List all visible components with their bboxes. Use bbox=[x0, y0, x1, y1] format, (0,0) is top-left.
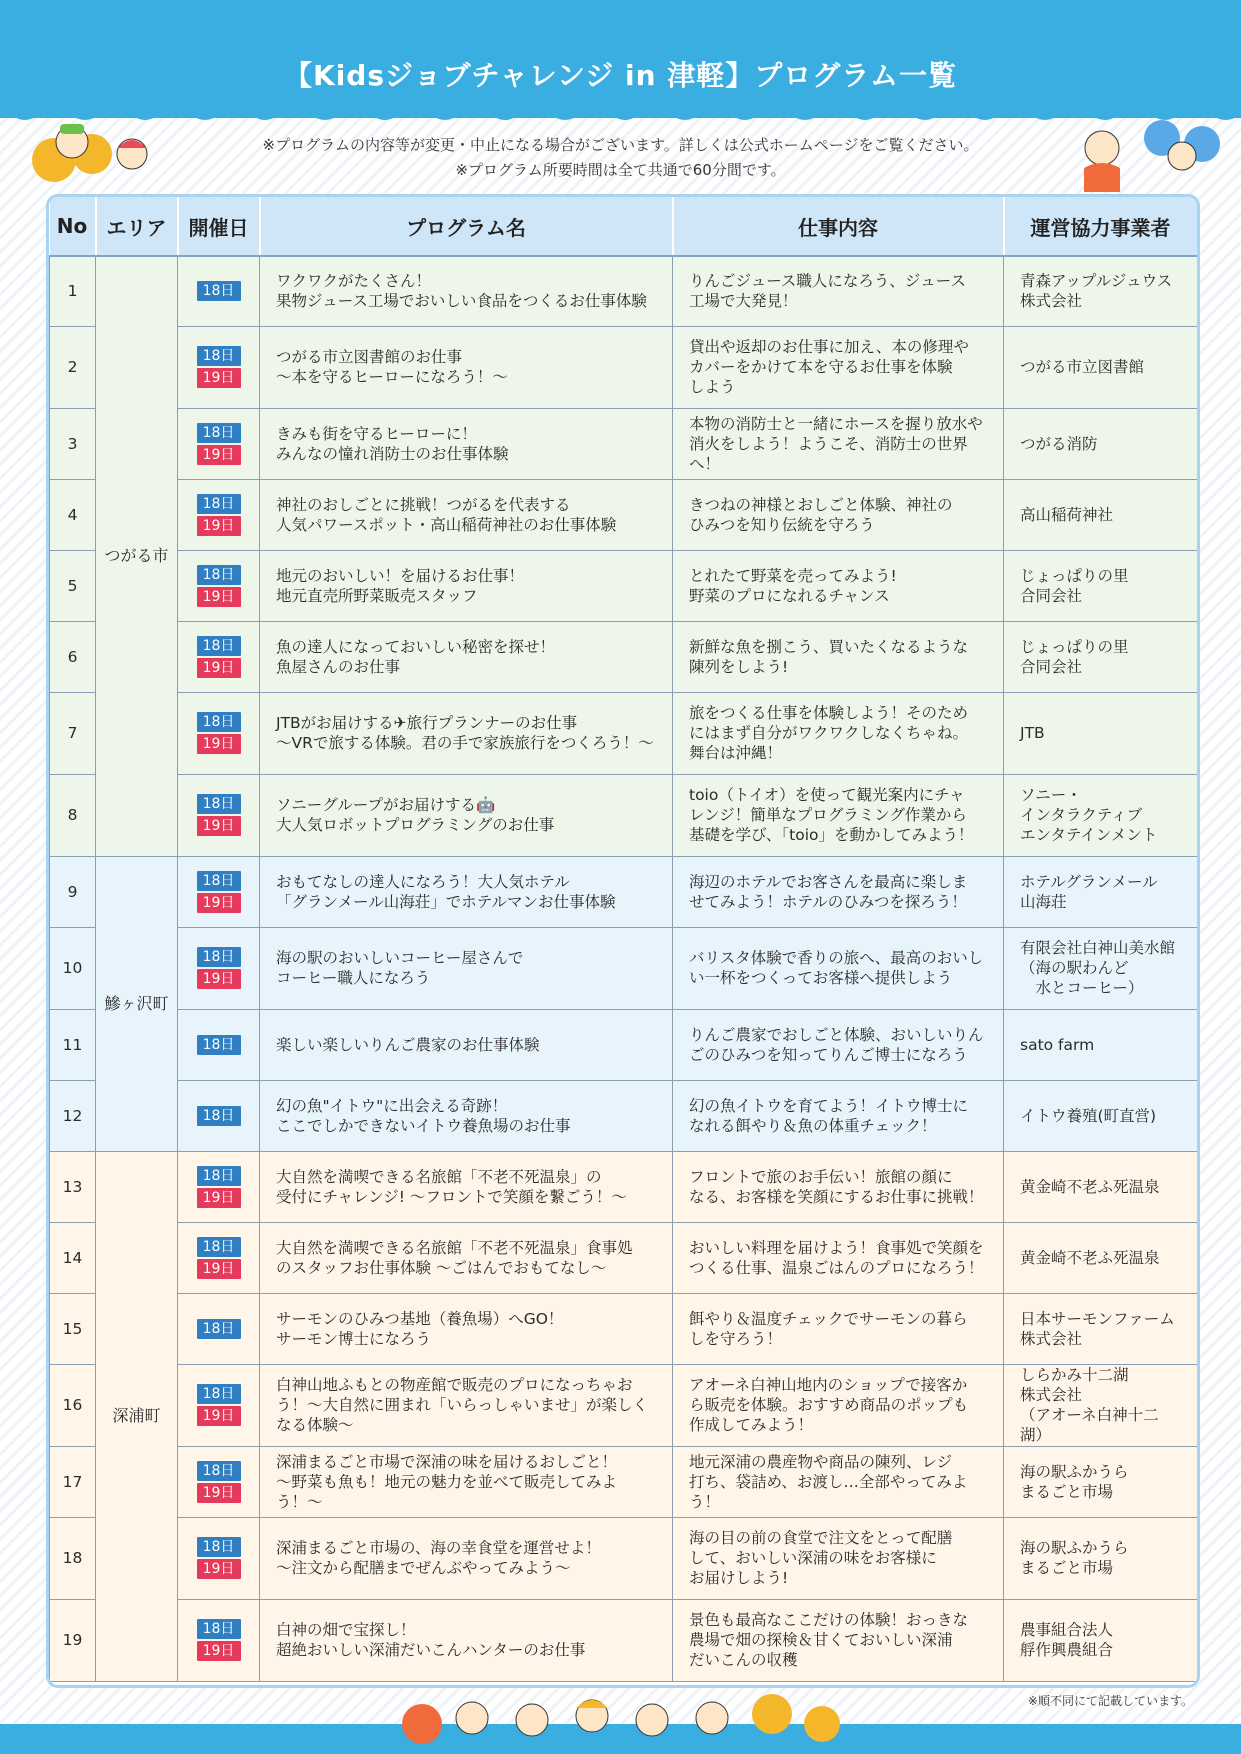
date-cell bbox=[178, 856, 260, 927]
table-row bbox=[50, 1446, 1198, 1517]
job-description: 海の目の前の食堂で注文をとって配膳 して、おいしい深浦の味をお客様に お届けしよう! bbox=[673, 1517, 1004, 1599]
date-cell bbox=[178, 326, 260, 408]
table-row bbox=[50, 1080, 1198, 1151]
partner-name: 農事組合法人 艀作興農組合 bbox=[1004, 1599, 1198, 1681]
date-badge-18: 18日 bbox=[197, 1461, 241, 1481]
date-cell bbox=[178, 550, 260, 621]
col-header-program: プログラム名 bbox=[260, 197, 673, 256]
job-description: おいしい料理を届けよう！食事処で笑顔を つくる仕事、温泉ごはんのプロになろう！ bbox=[673, 1222, 1004, 1293]
date-badge-18: 18日 bbox=[197, 1319, 241, 1339]
program-name: 魚の達人になっておいしい秘密を探せ！ 魚屋さんのお仕事 bbox=[260, 621, 673, 692]
job-description: きつねの神様とおしごと体験、神社の ひみつを知り伝統を守ろう bbox=[673, 479, 1004, 550]
row-no: 11 bbox=[50, 1009, 96, 1080]
program-name: 深浦まるごと市場で深浦の味を届けるおしごと！ 〜野菜も魚も！地元の魅力を並べて販売してみよう！〜 bbox=[260, 1446, 673, 1517]
row-no: 14 bbox=[50, 1222, 96, 1293]
partner-name: ホテルグランメール 山海荘 bbox=[1004, 856, 1198, 927]
table-row bbox=[50, 1222, 1198, 1293]
partner-name: つがる消防 bbox=[1004, 408, 1198, 479]
date-badge-19: 19日 bbox=[197, 1559, 241, 1579]
table-row bbox=[50, 774, 1198, 856]
notice-duration: ※プログラム所要時間は全て共通で60分間です。 bbox=[455, 161, 786, 179]
row-no: 1 bbox=[50, 256, 96, 326]
table-row bbox=[50, 1293, 1198, 1364]
date-cell bbox=[178, 1151, 260, 1222]
area-cell: 鰺ヶ沢町 bbox=[96, 856, 178, 1151]
row-no: 15 bbox=[50, 1293, 96, 1364]
partner-name: じょっぱりの里 合同会社 bbox=[1004, 621, 1198, 692]
partner-name: じょっぱりの里 合同会社 bbox=[1004, 550, 1198, 621]
table-row bbox=[50, 256, 1198, 326]
header-banner bbox=[0, 0, 1241, 118]
row-no: 16 bbox=[50, 1364, 96, 1446]
program-name: つがる市立図書館のお仕事 〜本を守るヒーローになろう！〜 bbox=[260, 326, 673, 408]
date-badge-18: 18日 bbox=[197, 1537, 241, 1557]
area-cell: つがる市 bbox=[96, 256, 178, 856]
partner-name: つがる市立図書館 bbox=[1004, 326, 1198, 408]
date-badge-19: 19日 bbox=[197, 1188, 241, 1208]
program-name: 幻の魚"イトウ"に出会える奇跡！ ここでしかできないイトウ養魚場のお仕事 bbox=[260, 1080, 673, 1151]
table-header-row bbox=[50, 197, 1198, 256]
date-badge-18: 18日 bbox=[197, 1106, 241, 1126]
program-name: ワクワクがたくさん！ 果物ジュース工場でおいしい食品をつくるお仕事体験 bbox=[260, 256, 673, 326]
partner-name: 青森アップルジュウス 株式会社 bbox=[1004, 256, 1198, 326]
partner-name: しらかみ十二湖 株式会社 （アオーネ白神十二湖） bbox=[1004, 1364, 1198, 1446]
partner-name: sato farm bbox=[1004, 1009, 1198, 1080]
page-title: 【Kidsジョブチャレンジ in 津軽】プログラム一覧 bbox=[284, 59, 957, 92]
date-badge-18: 18日 bbox=[197, 565, 241, 585]
date-badge-18: 18日 bbox=[197, 346, 241, 366]
area-cell: 深浦町 bbox=[96, 1151, 178, 1681]
job-description: 海辺のホテルでお客さんを最高に楽しま せてみよう！ホテルのひみつを探ろう！ bbox=[673, 856, 1004, 927]
col-header-partner: 運営協力事業者 bbox=[1004, 197, 1198, 256]
partner-name: 高山稲荷神社 bbox=[1004, 479, 1198, 550]
partner-name: イトウ養殖(町直営) bbox=[1004, 1080, 1198, 1151]
partner-name: ソニー・ インタラクティブ エンタテインメント bbox=[1004, 774, 1198, 856]
program-name: 白神山地ふもとの物産館で販売のプロになっちゃお う！〜大自然に囲まれ「いらっしゃいませ」が楽しく なる体験〜 bbox=[260, 1364, 673, 1446]
date-badge-19: 19日 bbox=[197, 1641, 241, 1661]
table-row bbox=[50, 621, 1198, 692]
job-description: 幻の魚イトウを育てよう！イトウ博士に なれる餌やり＆魚の体重チェック！ bbox=[673, 1080, 1004, 1151]
table-row bbox=[50, 1599, 1198, 1681]
job-description: toio（トイオ）を使って観光案内にチャ レンジ！簡単なプログラミング作業から 基礎を学び、「toio」を動かしてみよう！ bbox=[673, 774, 1004, 856]
date-badge-19: 19日 bbox=[197, 445, 241, 465]
job-description: 餌やり＆温度チェックでサーモンの暮ら しを守ろう！ bbox=[673, 1293, 1004, 1364]
wave-decoration bbox=[0, 104, 1241, 132]
program-table bbox=[46, 194, 1200, 1688]
job-description: りんごジュース職人になろう、ジュース 工場で大発見！ bbox=[673, 256, 1004, 326]
date-cell bbox=[178, 1599, 260, 1681]
partner-name: 海の駅ふかうら まるごと市場 bbox=[1004, 1517, 1198, 1599]
date-cell bbox=[178, 256, 260, 326]
col-header-job: 仕事内容 bbox=[673, 197, 1004, 256]
date-cell bbox=[178, 774, 260, 856]
job-description: とれたて野菜を売ってみよう! 野菜のプロになれるチャンス bbox=[673, 550, 1004, 621]
date-badge-18: 18日 bbox=[197, 494, 241, 514]
date-badge-18: 18日 bbox=[197, 1166, 241, 1186]
program-name: 深浦まるごと市場の、海の幸食堂を運営せよ！ 〜注文から配膳までぜんぶやってみよう〜 bbox=[260, 1517, 673, 1599]
job-description: 景色も最高なここだけの体験！おっきな 農場で畑の探検＆甘くておいしい深浦 だいこんの収穫 bbox=[673, 1599, 1004, 1681]
row-no: 17 bbox=[50, 1446, 96, 1517]
footnote: ※順不同にて記載しています。 bbox=[1027, 1694, 1193, 1708]
date-badge-18: 18日 bbox=[197, 423, 241, 443]
program-name: きみも街を守るヒーローに！ みんなの憧れ消防士のお仕事体験 bbox=[260, 408, 673, 479]
date-badge-19: 19日 bbox=[197, 1483, 241, 1503]
program-name: 大自然を満喫できる名旅館「不老不死温泉」の 受付にチャレンジ! 〜フロントで笑顔を繋ごう！〜 bbox=[260, 1151, 673, 1222]
program-name: 地元のおいしい！を届けるお仕事！ 地元直売所野菜販売スタッフ bbox=[260, 550, 673, 621]
date-cell bbox=[178, 1222, 260, 1293]
row-no: 8 bbox=[50, 774, 96, 856]
row-no: 19 bbox=[50, 1599, 96, 1681]
row-no: 2 bbox=[50, 326, 96, 408]
date-cell bbox=[178, 1293, 260, 1364]
job-description: 新鮮な魚を捌こう、買いたくなるような 陳列をしよう! bbox=[673, 621, 1004, 692]
row-no: 13 bbox=[50, 1151, 96, 1222]
date-badge-18: 18日 bbox=[197, 281, 241, 301]
program-name: 大自然を満喫できる名旅館「不老不死温泉」食事処 のスタッフお仕事体験 〜ごはんでおもてなし〜 bbox=[260, 1222, 673, 1293]
date-badge-18: 18日 bbox=[197, 712, 241, 732]
table-row bbox=[50, 1364, 1198, 1446]
table-row bbox=[50, 927, 1198, 1009]
date-badge-19: 19日 bbox=[197, 658, 241, 678]
notice-change: ※プログラムの内容等が変更・中止になる場合がございます。詳しくは公式ホームページをご覧ください。 bbox=[262, 136, 979, 154]
date-cell bbox=[178, 1364, 260, 1446]
program-name: 白神の畑で宝探し！ 超絶おいしい深浦だいこんハンターのお仕事 bbox=[260, 1599, 673, 1681]
program-name: 海の駅のおいしいコーヒー屋さんで コーヒー職人になろう bbox=[260, 927, 673, 1009]
row-no: 7 bbox=[50, 692, 96, 774]
table-row bbox=[50, 326, 1198, 408]
program-name: サーモンのひみつ基地（養魚場）へGO！ サーモン博士になろう bbox=[260, 1293, 673, 1364]
date-badge-18: 18日 bbox=[197, 1619, 241, 1639]
partner-name: 黄金崎不老ふ死温泉 bbox=[1004, 1222, 1198, 1293]
date-badge-19: 19日 bbox=[197, 1406, 241, 1426]
date-badge-18: 18日 bbox=[197, 871, 241, 891]
date-badge-18: 18日 bbox=[197, 947, 241, 967]
date-badge-18: 18日 bbox=[197, 636, 241, 656]
row-no: 3 bbox=[50, 408, 96, 479]
program-name: ソニーグループがお届けする🤖 大人気ロボットプログラミングのお仕事 bbox=[260, 774, 673, 856]
date-badge-19: 19日 bbox=[197, 587, 241, 607]
date-badge-19: 19日 bbox=[197, 368, 241, 388]
program-name: おもてなしの達人になろう！大人気ホテル 「グランメール山海荘」でホテルマンお仕事体験 bbox=[260, 856, 673, 927]
row-no: 18 bbox=[50, 1517, 96, 1599]
partner-name: 黄金崎不老ふ死温泉 bbox=[1004, 1151, 1198, 1222]
table-row bbox=[50, 479, 1198, 550]
table-row bbox=[50, 1151, 1198, 1222]
date-badge-19: 19日 bbox=[197, 1259, 241, 1279]
date-cell bbox=[178, 927, 260, 1009]
row-no: 6 bbox=[50, 621, 96, 692]
table-row bbox=[50, 1009, 1198, 1080]
date-cell bbox=[178, 1009, 260, 1080]
date-badge-18: 18日 bbox=[197, 1035, 241, 1055]
partner-name: 日本サーモンファーム 株式会社 bbox=[1004, 1293, 1198, 1364]
date-badge-19: 19日 bbox=[197, 516, 241, 536]
row-no: 12 bbox=[50, 1080, 96, 1151]
table-row bbox=[50, 408, 1198, 479]
table-row bbox=[50, 856, 1198, 927]
job-description: 貸出や返却のお仕事に加え、本の修理や カバーをかけて本を守るお仕事を体験 しよう bbox=[673, 326, 1004, 408]
row-no: 9 bbox=[50, 856, 96, 927]
kids-illustration-bottom bbox=[392, 1684, 852, 1754]
job-description: 本物の消防士と一緒にホースを握り放水や 消火をしよう！ようこそ、消防士の世界へ！ bbox=[673, 408, 1004, 479]
date-badge-18: 18日 bbox=[197, 1384, 241, 1404]
date-cell bbox=[178, 621, 260, 692]
date-cell bbox=[178, 1080, 260, 1151]
date-badge-18: 18日 bbox=[197, 794, 241, 814]
job-description: フロントで旅のお手伝い！旅館の顔に なる、お客様を笑顔にするお仕事に挑戦！ bbox=[673, 1151, 1004, 1222]
row-no: 5 bbox=[50, 550, 96, 621]
date-badge-19: 19日 bbox=[197, 734, 241, 754]
table-row bbox=[50, 550, 1198, 621]
table-row bbox=[50, 692, 1198, 774]
col-header-area: エリア bbox=[96, 197, 178, 256]
date-cell bbox=[178, 692, 260, 774]
program-name: JTBがお届けする✈旅行プランナーのお仕事 〜VRで旅する体験。君の手で家族旅行をつくろう！〜 bbox=[260, 692, 673, 774]
date-cell bbox=[178, 479, 260, 550]
partner-name: 有限会社白神山美水館 （海の駅わんど 水とコーヒー） bbox=[1004, 927, 1198, 1009]
date-badge-19: 19日 bbox=[197, 893, 241, 913]
row-no: 4 bbox=[50, 479, 96, 550]
program-name: 楽しい楽しいりんご農家のお仕事体験 bbox=[260, 1009, 673, 1080]
job-description: アオーネ白神山地内のショップで接客か ら販売を体験。おすすめ商品のポップも 作成してみよう！ bbox=[673, 1364, 1004, 1446]
date-badge-19: 19日 bbox=[197, 816, 241, 836]
date-cell bbox=[178, 408, 260, 479]
table-row bbox=[50, 1517, 1198, 1599]
date-cell bbox=[178, 1446, 260, 1517]
date-badge-19: 19日 bbox=[197, 969, 241, 989]
job-description: 旅をつくる仕事を体験しよう！そのため にはまず自分がワクワクしなくちゃね。 舞台は沖縄！ bbox=[673, 692, 1004, 774]
job-description: 地元深浦の農産物や商品の陳列、レジ 打ち、袋詰め、お渡し…全部やってみよう！ bbox=[673, 1446, 1004, 1517]
notice-block bbox=[0, 133, 1241, 183]
col-header-date: 開催日 bbox=[178, 197, 260, 256]
col-header-no: No bbox=[50, 197, 96, 256]
job-description: バリスタ体験で香りの旅へ、最高のおいし い一杯をつくってお客様へ提供しよう bbox=[673, 927, 1004, 1009]
job-description: りんご農家でおしごと体験、おいしいりん ごのひみつを知ってりんご博士になろう bbox=[673, 1009, 1004, 1080]
program-name: 神社のおしごとに挑戦！つがるを代表する 人気パワースポット・高山稲荷神社のお仕事体験 bbox=[260, 479, 673, 550]
partner-name: 海の駅ふかうら まるごと市場 bbox=[1004, 1446, 1198, 1517]
partner-name: JTB bbox=[1004, 692, 1198, 774]
date-badge-18: 18日 bbox=[197, 1237, 241, 1257]
date-cell bbox=[178, 1517, 260, 1599]
row-no: 10 bbox=[50, 927, 96, 1009]
